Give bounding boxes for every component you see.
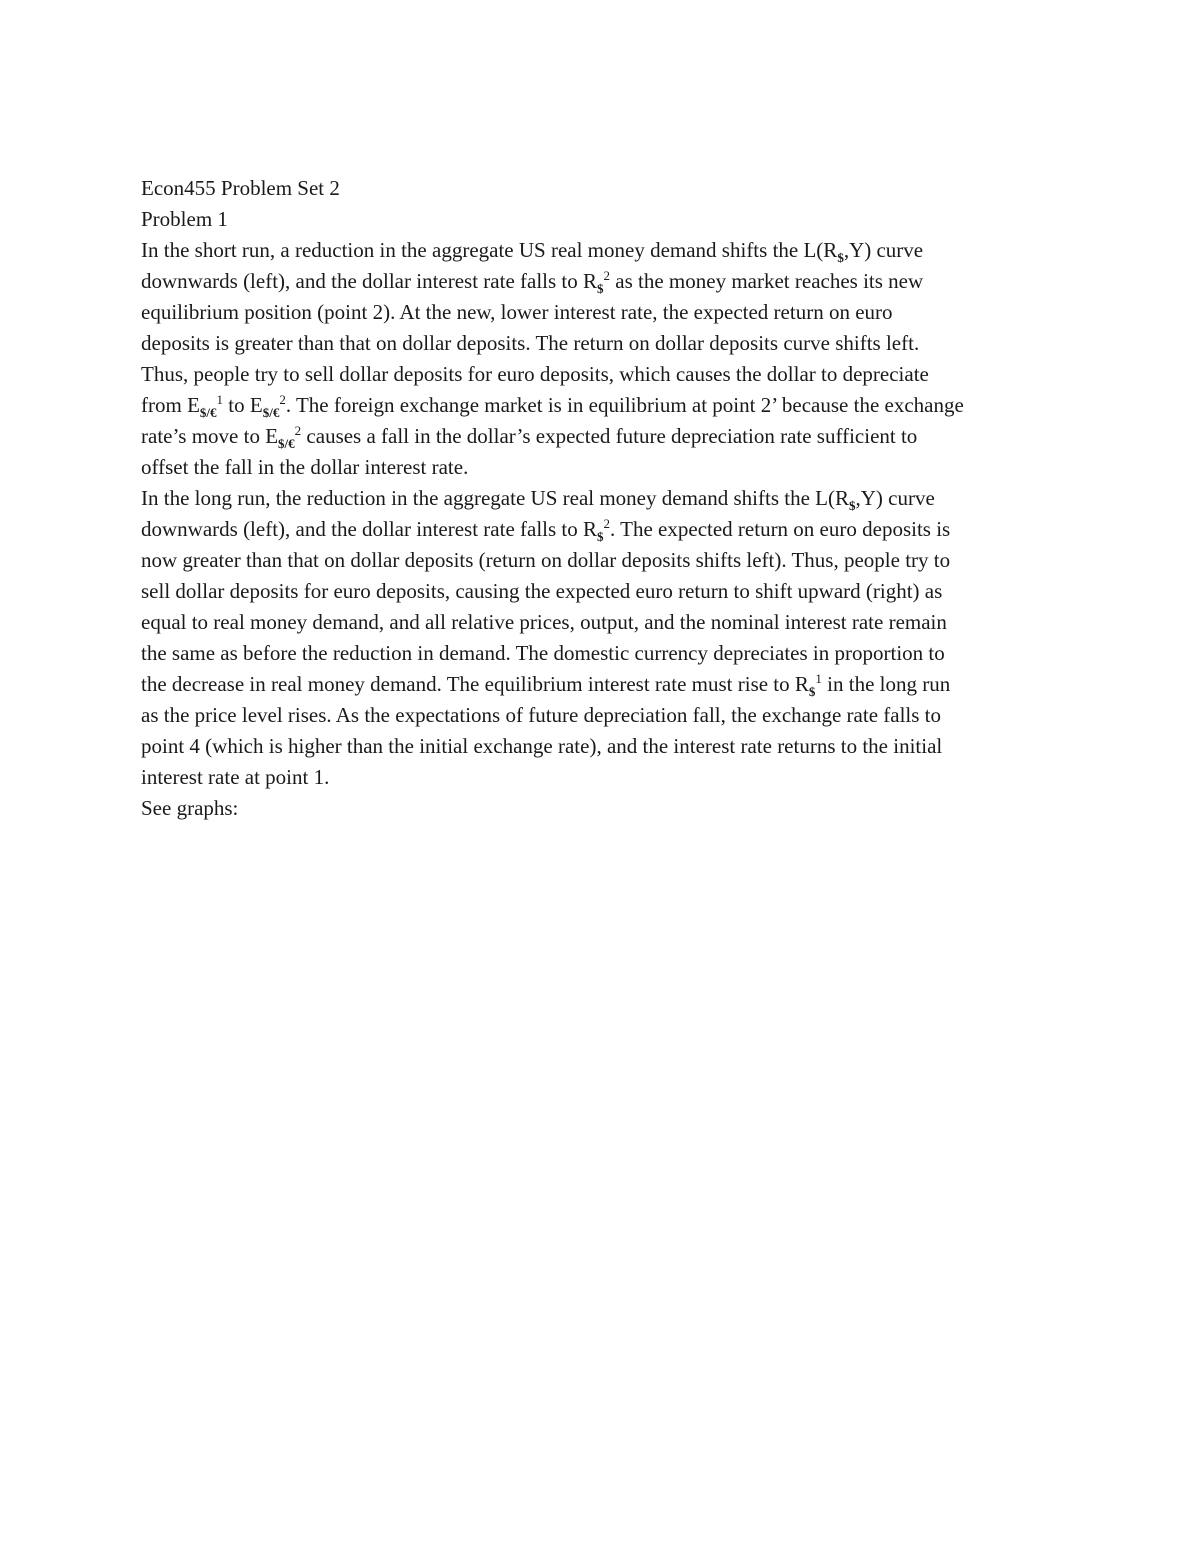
text-line: rate’s move to $E_{\$/€}^2$ causes a fall in the dollar’s expected future depreciation rate sufficient to [141, 423, 918, 451]
subscript: $/€ [199, 405, 217, 420]
text-line: downwards (left), and the dollar interest rate falls to $R_{\$}^2$ as the money market reaches its new [141, 268, 924, 296]
subscript: $ [848, 498, 856, 513]
superscript: 2 [603, 516, 611, 531]
document-title: Econ455 Problem Set 2 [141, 176, 340, 200]
text-line: equilibrium position (point 2). At the new, lower interest rate, the expected return on euro [141, 300, 893, 324]
text-line: In the long run, the reduction in the aggregate US real money demand shifts the $L(R_{\$},Y)$ curve [141, 486, 935, 513]
text-line: In the short run, a reduction in the aggregate US real money demand shifts the $L(R_{\$},Y)$ curve [141, 238, 924, 265]
superscript: 2 [603, 268, 611, 283]
text-line: deposits is greater than that on dollar deposits. The return on dollar deposits curve shifts left. [141, 331, 920, 355]
text-line: from $E_{\$/€}^1$ to $E_{\$/€}^2$. The foreign exchange market is in equilibrium at point 2’ because the exchange [141, 392, 964, 420]
superscript: 2 [279, 392, 286, 407]
superscript: 1 [216, 392, 224, 407]
subscript: $ [808, 684, 816, 699]
text-line: the same as before the reduction in demand. The domestic currency depreciates in proportion to [141, 641, 945, 665]
text-line: equal to real money demand, and all relative prices, output, and the nominal interest rate remain [141, 610, 947, 634]
closing-line: See graphs: [141, 796, 239, 820]
text-line: as the price level rises. As the expectations of future depreciation fall, the exchange rate falls to [141, 703, 942, 727]
document-page [141, 173, 1071, 824]
subscript: $ [597, 281, 604, 296]
paragraph-long-run [141, 483, 1071, 793]
text-line: the decrease in real money demand. The equilibrium interest rate must rise to $R_{\$}^1$ in the long run [141, 671, 951, 699]
text-line: now greater than that on dollar deposits (return on dollar deposits shifts left). Thus, people try to [141, 548, 951, 572]
subscript: $/€ [278, 436, 295, 451]
subscript: $ [837, 250, 844, 265]
text-line: Thus, people try to sell dollar deposits for euro deposits, which causes the dollar to depreciate [141, 362, 929, 386]
text-line: point 4 (which is higher than the initial exchange rate), and the interest rate returns to the initial [141, 734, 943, 758]
text-line: offset the fall in the dollar interest rate. [141, 455, 469, 479]
problem-heading: Problem 1 [141, 207, 228, 231]
superscript: 2 [294, 423, 302, 438]
paragraph-short-run [141, 235, 1071, 483]
text-line: sell dollar deposits for euro deposits, causing the expected euro return to shift upward (right) as [141, 579, 943, 603]
subscript: $ [597, 529, 604, 544]
text-line: interest rate at point 1. [141, 765, 330, 789]
subscript: $/€ [262, 405, 280, 420]
text-line: downwards (left), and the dollar interest rate falls to $R_{\$}^2$. The expected return on euro deposits is [141, 516, 951, 544]
superscript: 1 [815, 671, 822, 686]
